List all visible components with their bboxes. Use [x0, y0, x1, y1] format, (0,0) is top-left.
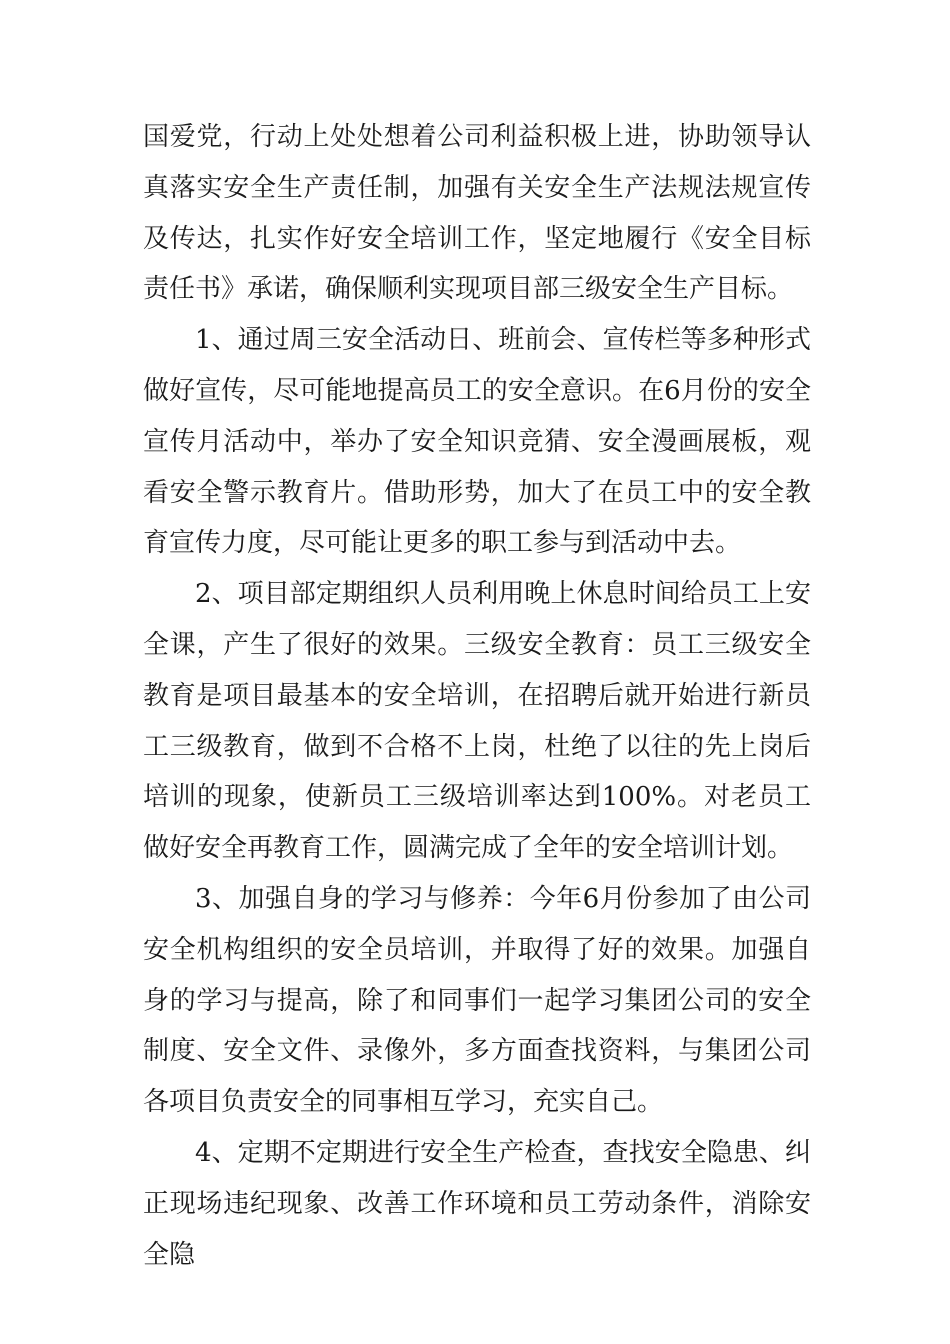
paragraph-item-3: 3、加强自身的学习与修养：今年6月份参加了由公司安全机构组织的安全员培训，并取得了好的效果。加强自身的学习与提高，除了和同事们一起学习集团公司的安全制度、安全文件、录像外，多方面查找资料，与集团公司各项目负责安全的同事相互学习，充实自己。 — [143, 883, 811, 1118]
paragraph-item-1: 1、通过周三安全活动日、班前会、宣传栏等多种形式做好宣传，尽可能地提高员工的安全意识。在6月份的安全宣传月活动中，举办了安全知识竞猜、安全漫画展板，观看安全警示教育片。借助形势，加大了在员工中的安全教育宣传力度，尽可能让更多的职工参与到活动中去。 — [143, 325, 811, 559]
paragraph-item-2: 2、项目部定期组织人员利用晚上休息时间给员工上安全课，产生了很好的效果。三级安全教育：员工三级安全教育是项目最基本的安全培训，在招聘后就开始进行新员工三级教育，做到不合格不上岗，杜绝了以往的先上岗后培训的现象，使新员工三级培训率达到100%。对老员工做好安全再教育工作，圆满完成了全年的安全培训计划。 — [143, 579, 811, 864]
document-body — [143, 112, 811, 1280]
paragraph-item-4: 4、定期不定期进行安全生产检查，查找安全隐患、纠正现场违纪现象、改善工作环境和员工劳动条件，消除安全隐 — [143, 1137, 811, 1270]
paragraph-continuation: 国爱党，行动上处处想着公司利益积极上进，协助领导认真落实安全生产责任制，加强有关安全生产法规法规宣传及传达，扎实作好安全培训工作，坚定地履行《安全目标责任书》承诺，确保顺利实现项目部三级安全生产目标。 — [143, 122, 811, 305]
